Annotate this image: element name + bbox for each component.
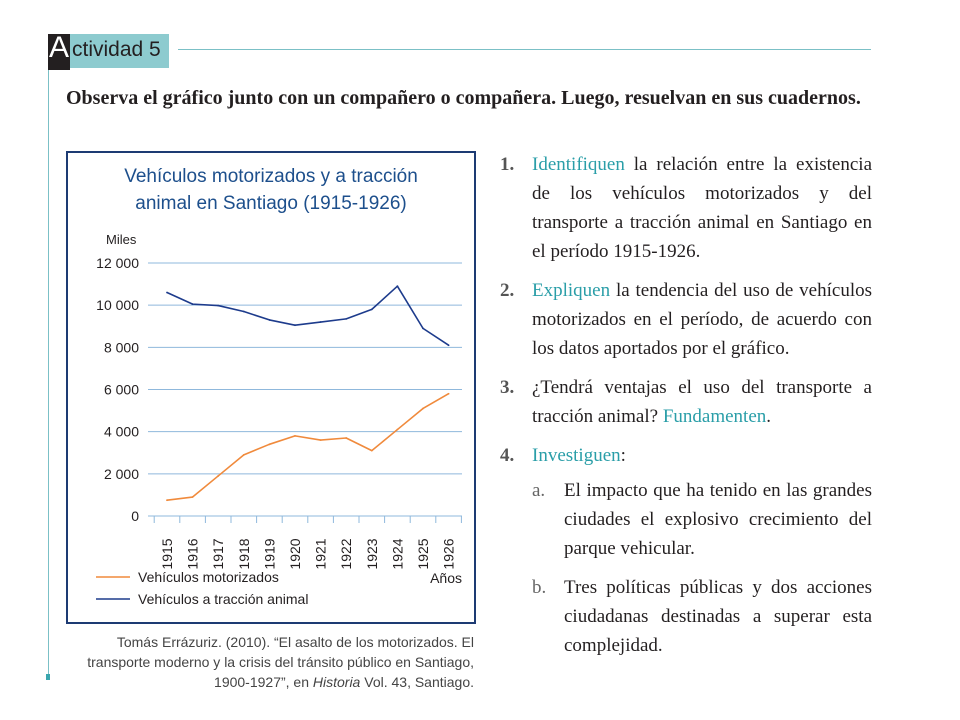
question-text: la tendencia del uso de vehículos motorizados en el período, de acuerdo con los datos aportados por el gráfico. — [532, 280, 872, 359]
question-keyword: Identifiquen — [532, 154, 625, 175]
question-list — [500, 150, 872, 670]
question-text: ¿Tendrá ventajas el uso del transporte a tracción animal? — [532, 377, 872, 427]
question-number: 3. — [500, 377, 515, 398]
caption-line-2: transporte moderno y la crisis del tránsito público en Santiago, — [87, 654, 474, 670]
y-tick-label: 2 000 — [103, 465, 139, 482]
y-tick-label: 0 — [131, 508, 139, 524]
source-caption — [66, 632, 474, 692]
question-keyword: Investiguen — [532, 445, 621, 466]
x-tick-label: 1917 — [210, 538, 227, 570]
sub-question-letter: a. — [532, 480, 546, 501]
data-point — [320, 321, 322, 323]
y-axis-label: Miles — [106, 232, 137, 247]
question-number: 4. — [500, 445, 515, 466]
sub-question-text: Tres políticas públicas y dos acciones ciudadanas destinadas a superar esta complejidad. — [564, 577, 872, 656]
x-tick-label: 1916 — [184, 538, 201, 570]
data-point — [269, 319, 271, 321]
sub-question-text: El impacto que ha tenido en las grandes ciudades el explosivo crecimiento del parque vehicular. — [564, 480, 872, 559]
data-point — [371, 308, 373, 310]
x-tick-label: 1925 — [415, 538, 431, 570]
data-point — [192, 496, 194, 498]
question-text: la relación entre la existencia de los vehículos motorizados y del transporte a tracción animal en Santiago en el período 1915-1926. — [532, 154, 872, 262]
sub-question-a — [532, 476, 872, 563]
question-3 — [500, 373, 872, 431]
caption-line-3-end: Vol. 43, Santiago. — [360, 674, 474, 690]
instructions: Observa el gráfico junto con un compañero o compañera. Luego, resuelvan en sus cuadernos. — [66, 87, 861, 109]
data-point — [448, 344, 450, 346]
y-tick-label: 6 000 — [103, 381, 139, 398]
x-axis-label: Años — [430, 570, 462, 586]
activity-badge — [48, 34, 169, 70]
data-point — [243, 454, 245, 456]
data-point — [345, 318, 347, 320]
margin-rule — [48, 70, 49, 678]
margin-marker — [46, 674, 50, 680]
sub-question-b — [532, 573, 872, 660]
x-tick-label: 1922 — [338, 538, 355, 570]
activity-badge-title: ctividad 5 — [70, 34, 169, 68]
data-point — [422, 327, 424, 329]
caption-line-3 — [66, 672, 474, 692]
data-point — [397, 429, 399, 431]
data-point — [243, 311, 245, 313]
legend-label: Vehículos a tracción animal — [138, 591, 309, 607]
caption-line-1: Tomás Errázuriz. (2010). “El asalto de los motorizados. El — [116, 634, 474, 650]
series-line-2 — [167, 286, 449, 345]
line-chart — [68, 153, 474, 622]
data-point — [294, 435, 296, 437]
x-tick-label: 1921 — [312, 538, 329, 570]
x-tick-label: 1920 — [287, 538, 303, 570]
data-point — [217, 305, 219, 307]
data-point — [192, 303, 194, 305]
data-point — [166, 292, 168, 294]
question-keyword: Fundamenten — [662, 406, 767, 427]
chart-title-line-1: Vehículos motorizados y a tracción — [124, 166, 418, 187]
question-number: 1. — [500, 154, 515, 175]
x-tick-label: 1924 — [389, 538, 406, 570]
x-tick-label: 1918 — [235, 538, 252, 570]
data-point — [345, 437, 347, 439]
question-1 — [500, 150, 872, 266]
y-tick-label: 8 000 — [103, 339, 139, 356]
legend-label: Vehículos motorizados — [138, 569, 279, 585]
caption-line-3-text: 1900-1927”, en — [214, 674, 313, 690]
question-4 — [500, 441, 872, 470]
question-number: 2. — [500, 280, 515, 301]
x-tick-label: 1919 — [261, 538, 278, 570]
question-keyword: Expliquen — [532, 280, 611, 301]
x-tick-label: 1926 — [440, 538, 457, 570]
y-tick-label: 12 000 — [96, 255, 139, 271]
header-rule — [178, 49, 871, 50]
x-tick-label: 1915 — [159, 538, 175, 570]
question-text-end: . — [766, 406, 772, 427]
x-tick-label: 1923 — [363, 538, 380, 570]
y-tick-label: 4 000 — [103, 423, 139, 440]
series-line-1 — [167, 394, 449, 500]
data-point — [166, 499, 168, 501]
data-point — [217, 475, 219, 477]
data-point — [320, 439, 322, 441]
data-point — [448, 393, 450, 395]
chart-title-line-2: animal en Santiago (1915-1926) — [135, 193, 407, 214]
data-point — [371, 450, 373, 452]
activity-badge-letter: A — [48, 34, 70, 70]
data-point — [422, 408, 424, 410]
question-2 — [500, 276, 872, 363]
data-point — [269, 443, 271, 445]
question-text-end: : — [620, 445, 626, 466]
data-point — [294, 324, 296, 326]
chart-panel — [66, 151, 476, 624]
caption-journal: Historia — [312, 674, 361, 690]
y-tick-label: 10 000 — [96, 297, 139, 314]
sub-question-letter: b. — [532, 577, 547, 598]
data-point — [397, 285, 399, 287]
